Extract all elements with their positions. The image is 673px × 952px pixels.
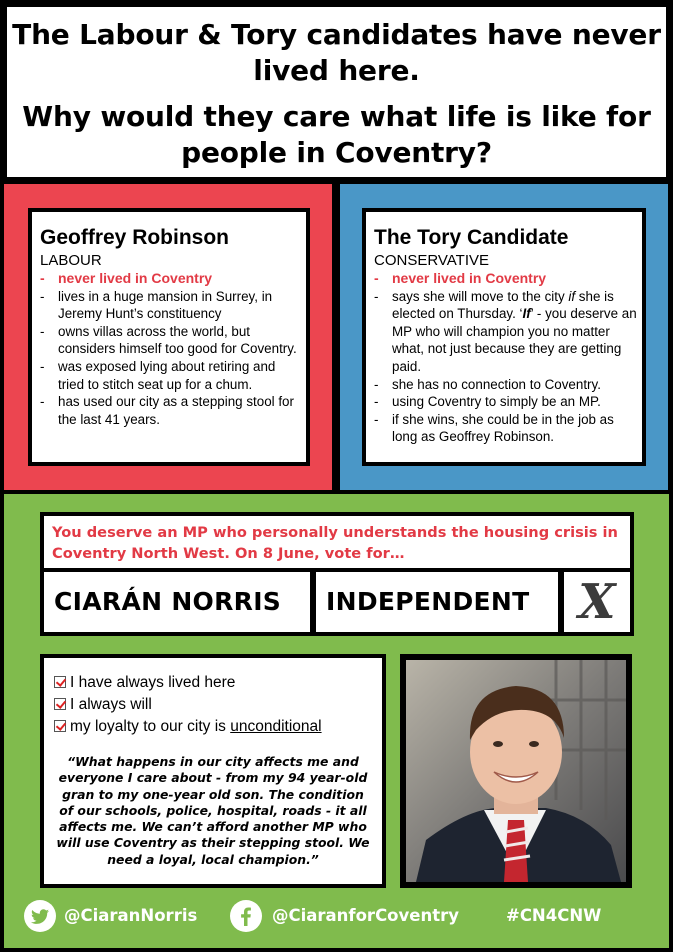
- italic-if: if: [568, 288, 576, 304]
- list-item: - owns villas across the world, but considers himself too good for Coventry.: [38, 323, 302, 358]
- checkbox-checked-icon: [54, 698, 66, 710]
- checkbox-checked-icon: [54, 676, 66, 688]
- campaign-hashtag: #CN4CNW: [506, 906, 602, 925]
- labour-highlight-point: - never lived in Coventry: [38, 270, 302, 288]
- pledge-text: I always will: [70, 696, 152, 713]
- text-span: says she will move to the city: [392, 288, 569, 304]
- list-item: [372, 288, 638, 376]
- twitter-icon: [24, 900, 56, 932]
- checkbox-checked-icon: [54, 720, 66, 732]
- callout-text: You deserve an MP who personally understands the housing crisis in Coventry North West. On 8 June, vote for…: [52, 524, 618, 562]
- list-item: - was exposed lying about retiring and tried to stitch seat up for a chum.: [38, 358, 302, 393]
- pledge-text: I have always lived here: [70, 674, 236, 691]
- labour-candidate-name: Geoffrey Robinson: [40, 226, 230, 249]
- tory-points-list: [372, 270, 638, 446]
- labour-party-label: LABOUR: [40, 252, 102, 269]
- labour-candidate-card: [28, 208, 310, 466]
- twitter-handle: @CiaranNorris: [64, 906, 198, 925]
- text-span: she is elected on Thursday. ‘: [392, 288, 614, 322]
- facebook-handle: @CiaranforCoventry: [272, 906, 459, 925]
- tory-candidate-card: [362, 208, 646, 466]
- headline-banner: [4, 4, 669, 180]
- ballot-mark-box: [564, 572, 630, 632]
- candidate-photo: [406, 660, 626, 882]
- ballot-x-mark: X: [578, 574, 616, 630]
- ballot-candidate-name: CIARÁN NORRIS: [44, 572, 310, 632]
- pledge-item: [54, 696, 152, 714]
- labour-points-list: [38, 270, 302, 428]
- italic-if-bold: If: [522, 306, 531, 322]
- pledge-item: [54, 718, 322, 736]
- candidate-quote: “What happens in our city affects me and everyone I care about - from my 94 year-old gran to my one-year old son. The condition of our schools, police, hospital, roads - it all affects me. We can’t afford another MP who will use Coventry as their stepping stool. We need a loyal, local champion.”: [56, 754, 370, 867]
- pledge-text: my loyalty to our city is: [70, 718, 231, 735]
- pledge-item: [54, 674, 235, 692]
- tory-highlight-point: - never lived in Coventry: [372, 270, 638, 288]
- list-item: - lives in a huge mansion in Surrey, in Jeremy Hunt’s constituency: [38, 288, 302, 323]
- list-item: - if she wins, she could be in the job as long as Geoffrey Robinson.: [372, 411, 638, 446]
- candidate-portrait-illustration: [406, 660, 626, 882]
- tory-party-label: CONSERVATIVE: [374, 252, 490, 269]
- list-item: - using Coventry to simply be an MP.: [372, 393, 638, 411]
- facebook-icon: [230, 900, 262, 932]
- pledge-text-underlined: unconditional: [230, 718, 322, 735]
- headline-line-2: Why would they care what life is like for people in Coventry?: [22, 100, 651, 169]
- list-item: - she has no connection to Coventry.: [372, 376, 638, 394]
- ballot-party-name: INDEPENDENT: [316, 572, 558, 632]
- pledges-box: [40, 654, 386, 888]
- list-item: - has used our city as a stepping stool for the last 41 years.: [38, 393, 302, 428]
- tory-candidate-name: The Tory Candidate: [374, 226, 569, 249]
- headline-line-1: The Labour & Tory candidates have never lived here.: [12, 18, 661, 87]
- text-span: ’ - you deserve an MP who will champion you no matter what, not just because they are getting paid.: [392, 306, 637, 374]
